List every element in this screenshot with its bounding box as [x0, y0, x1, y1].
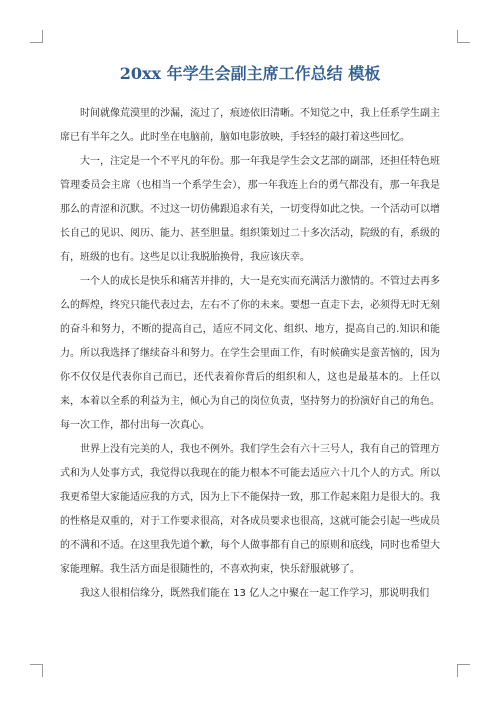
document-body: [60, 102, 440, 606]
paragraph-3: 一个人的成长是快乐和痛苦并排的，大一是充实而充满活力激情的。不管过去再多么的辉煌，终究只能代表过去，左右不了你的未来。要想一直走下去，必须得无时无刻的奋斗和努力，不断的提高自己，适应不同文化、组织、地方，提高自己的.知识和能力。所以我选择了继续奋斗和努力。在学生会里面工作，有时候确实是蛮苦恼的，因为你不仅仅是代表你自己而已，还代表着你背后的组织和人，这也是最基本的。上任以来，本着以全系的利益为主，倾心为自己的岗位负责，坚持努力的扮演好自己的角色。每一次工作，都付出每一次真心。: [60, 276, 440, 431]
paragraph-2: 大一，注定是一个不平凡的年份。那一年我是学生会文艺部的副部，还担任特色班管理委员会主席（也相当一个系学生会），那一年我连上台的勇气都没有，那一年我是那么的青涩和沉默。不过这一切仿佛跟追求有关，一切变得如此之快。一个活动可以增长自己的见识、阅历、能力、甚至胆量。组织策划过二十多次活动，院级的有，系级的有，班级的也有。这些足以让我脱胎换骨，我应该庆幸。: [60, 156, 440, 263]
crop-mark-bottom-left: [30, 664, 43, 677]
document-title: 20xx 年学生会副主席工作总结 模板: [119, 64, 381, 83]
paragraph-5: 我这人很相信缘分，既然我们能在 13 亿人之中聚在一起工作学习，那说明我们: [80, 588, 430, 599]
crop-mark-top-right: [457, 30, 470, 43]
paragraph-1: 时间就像荒漠里的沙漏，流过了，痕迹依旧清晰。不知觉之中，我上任系学生副主席已有半年之久。此时坐在电脑前，脑如电影放映，手轻轻的敲打着这些回忆。: [60, 108, 440, 143]
crop-mark-top-left: [30, 30, 43, 43]
paragraph-4: 世界上没有完美的人，我也不例外。我们学生会有六十三号人，我有自己的管理方式和为人处事方式，我觉得以我现在的能力根本不可能去适应六十几个人的方式。所以我更希望大家能适应我的方式，因为上下不能保持一致，那工作起来阻力是很大的。我的性格是双重的，对于工作要求很高，对各成员要求也很高，这就可能会引起一些成员的不满和不适。在这里我先道个歉，每个人做事都有自己的原则和底线，同时也希望大家能理解。我生活方面是很随性的，不喜欢拘束，快乐舒服就够了。: [60, 444, 440, 575]
crop-mark-bottom-right: [457, 664, 470, 677]
